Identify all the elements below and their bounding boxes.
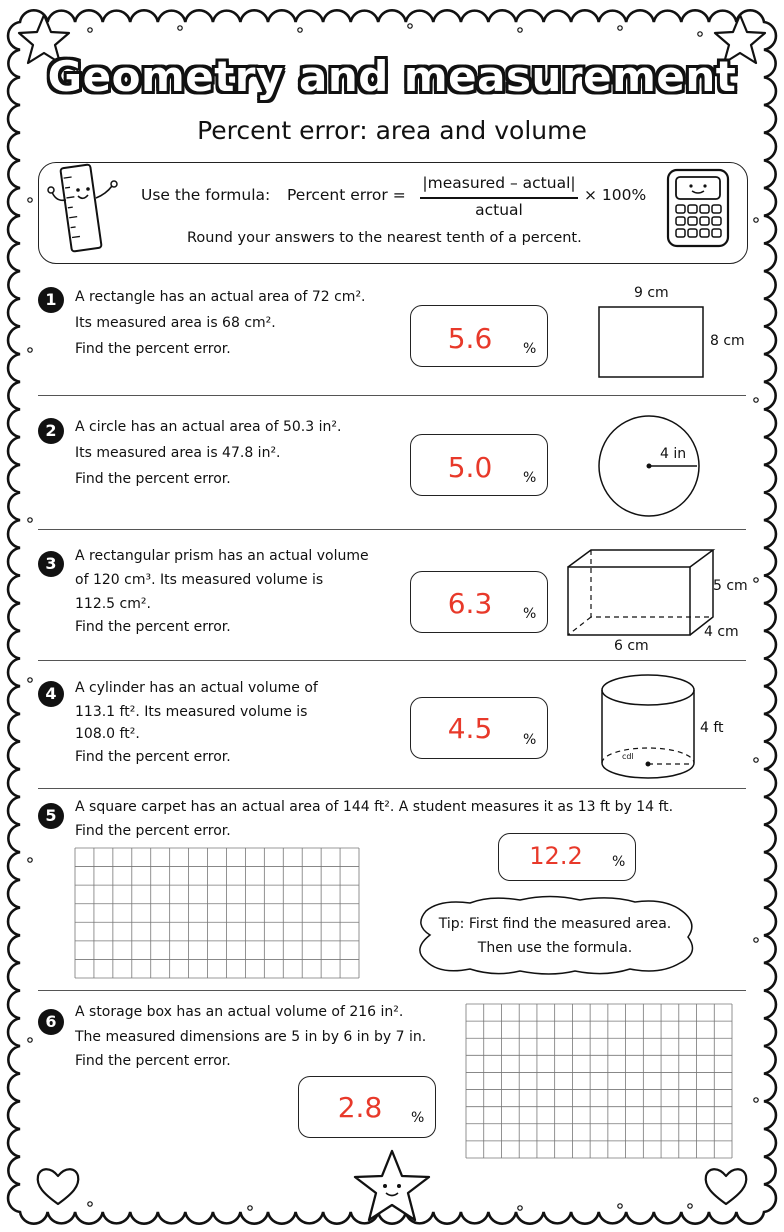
question-text: Find the percent error. xyxy=(75,1053,231,1069)
answer-value: 5.6 xyxy=(447,322,493,355)
heart-icon xyxy=(34,1164,82,1208)
section-divider xyxy=(38,788,746,789)
tip-text: Tip: First find the measured area. xyxy=(438,916,672,932)
formula-box xyxy=(38,162,748,264)
fraction-bar xyxy=(420,197,578,199)
figure-label: 6 cm xyxy=(614,638,649,654)
smiling-star-icon xyxy=(350,1148,434,1228)
question-number: 4 xyxy=(38,681,64,707)
question-number: 2 xyxy=(38,418,64,444)
question-text: Find the percent error. xyxy=(75,823,231,839)
question-text: A storage box has an actual volume of 216 in². xyxy=(75,1004,404,1020)
question-text: A rectangle has an actual area of 72 cm². xyxy=(75,289,366,305)
rectangular-prism-figure xyxy=(567,549,717,639)
answer-value: 2.8 xyxy=(337,1091,383,1124)
question-text: Its measured area is 47.8 in². xyxy=(75,445,281,461)
question-text: Its measured area is 68 cm². xyxy=(75,315,276,331)
question-number: 1 xyxy=(38,287,64,313)
section-divider xyxy=(38,529,746,530)
question-text: A rectangular prism has an actual volume xyxy=(75,548,369,564)
percent-unit: % xyxy=(612,854,626,870)
formula-numerator: |measured – actual| xyxy=(422,174,576,192)
question-number: 6 xyxy=(38,1009,64,1035)
work-grid xyxy=(75,848,359,978)
question-text: of 120 cm³. Its measured volume is xyxy=(75,572,324,588)
page-subtitle: Percent error: area and volume xyxy=(197,116,587,145)
question-text: 112.5 cm². xyxy=(75,596,151,612)
answer-value: 6.3 xyxy=(447,587,493,620)
question-number: 3 xyxy=(38,551,64,577)
percent-unit: % xyxy=(411,1110,425,1126)
rounding-instruction: Round your answers to the nearest tenth of a percent. xyxy=(187,230,582,246)
question-text: Find the percent error. xyxy=(75,471,231,487)
figure-label: 4 in xyxy=(660,446,687,462)
figure-label: 5 cm xyxy=(713,578,748,594)
circle-figure xyxy=(597,414,701,518)
ruler-icon xyxy=(44,160,124,260)
figure-label: 4 cm xyxy=(704,624,739,640)
figure-label: 8 cm xyxy=(710,333,745,349)
rectangle-figure xyxy=(598,306,704,378)
question-text: Find the percent error. xyxy=(75,749,231,765)
figure-label: 4 ft xyxy=(700,720,724,736)
formula-multiplier: × 100% xyxy=(584,186,647,204)
tip-text: Then use the formula. xyxy=(477,940,633,956)
answer-value: 4.5 xyxy=(447,712,493,745)
question-text: 113.1 ft². Its measured volume is xyxy=(75,704,308,720)
section-divider xyxy=(38,395,746,396)
question-text: A square carpet has an actual area of 144 ft². A student measures it as 13 ft by 14 ft. xyxy=(75,799,674,815)
question-text: The measured dimensions are 5 in by 6 in by 7 in. xyxy=(75,1029,427,1045)
percent-unit: % xyxy=(523,732,537,748)
question-text: Find the percent error. xyxy=(75,341,231,357)
figure-label: cdl xyxy=(622,752,634,761)
work-grid xyxy=(466,1004,732,1158)
percent-unit: % xyxy=(523,606,537,622)
percent-unit: % xyxy=(523,341,537,357)
question-text: A cylinder has an actual volume of xyxy=(75,680,318,696)
question-text: Find the percent error. xyxy=(75,619,231,635)
question-text: 108.0 ft². xyxy=(75,726,140,742)
formula-intro: Use the formula: xyxy=(141,186,271,204)
question-number: 5 xyxy=(38,803,64,829)
cylinder-figure xyxy=(601,673,697,783)
section-divider xyxy=(38,990,746,991)
heart-icon xyxy=(702,1164,750,1208)
answer-value: 5.0 xyxy=(447,451,493,484)
tip-cloud xyxy=(410,895,700,977)
formula-lhs: Percent error = xyxy=(287,186,406,204)
question-text: A circle has an actual area of 50.3 in². xyxy=(75,419,342,435)
calculator-icon xyxy=(664,166,734,250)
answer-value: 12.2 xyxy=(529,842,583,870)
section-divider xyxy=(38,660,746,661)
figure-label: 9 cm xyxy=(634,285,669,301)
percent-unit: % xyxy=(523,470,537,486)
formula-denominator: actual xyxy=(475,201,523,219)
page-title: Geometry and measurement xyxy=(47,52,737,101)
